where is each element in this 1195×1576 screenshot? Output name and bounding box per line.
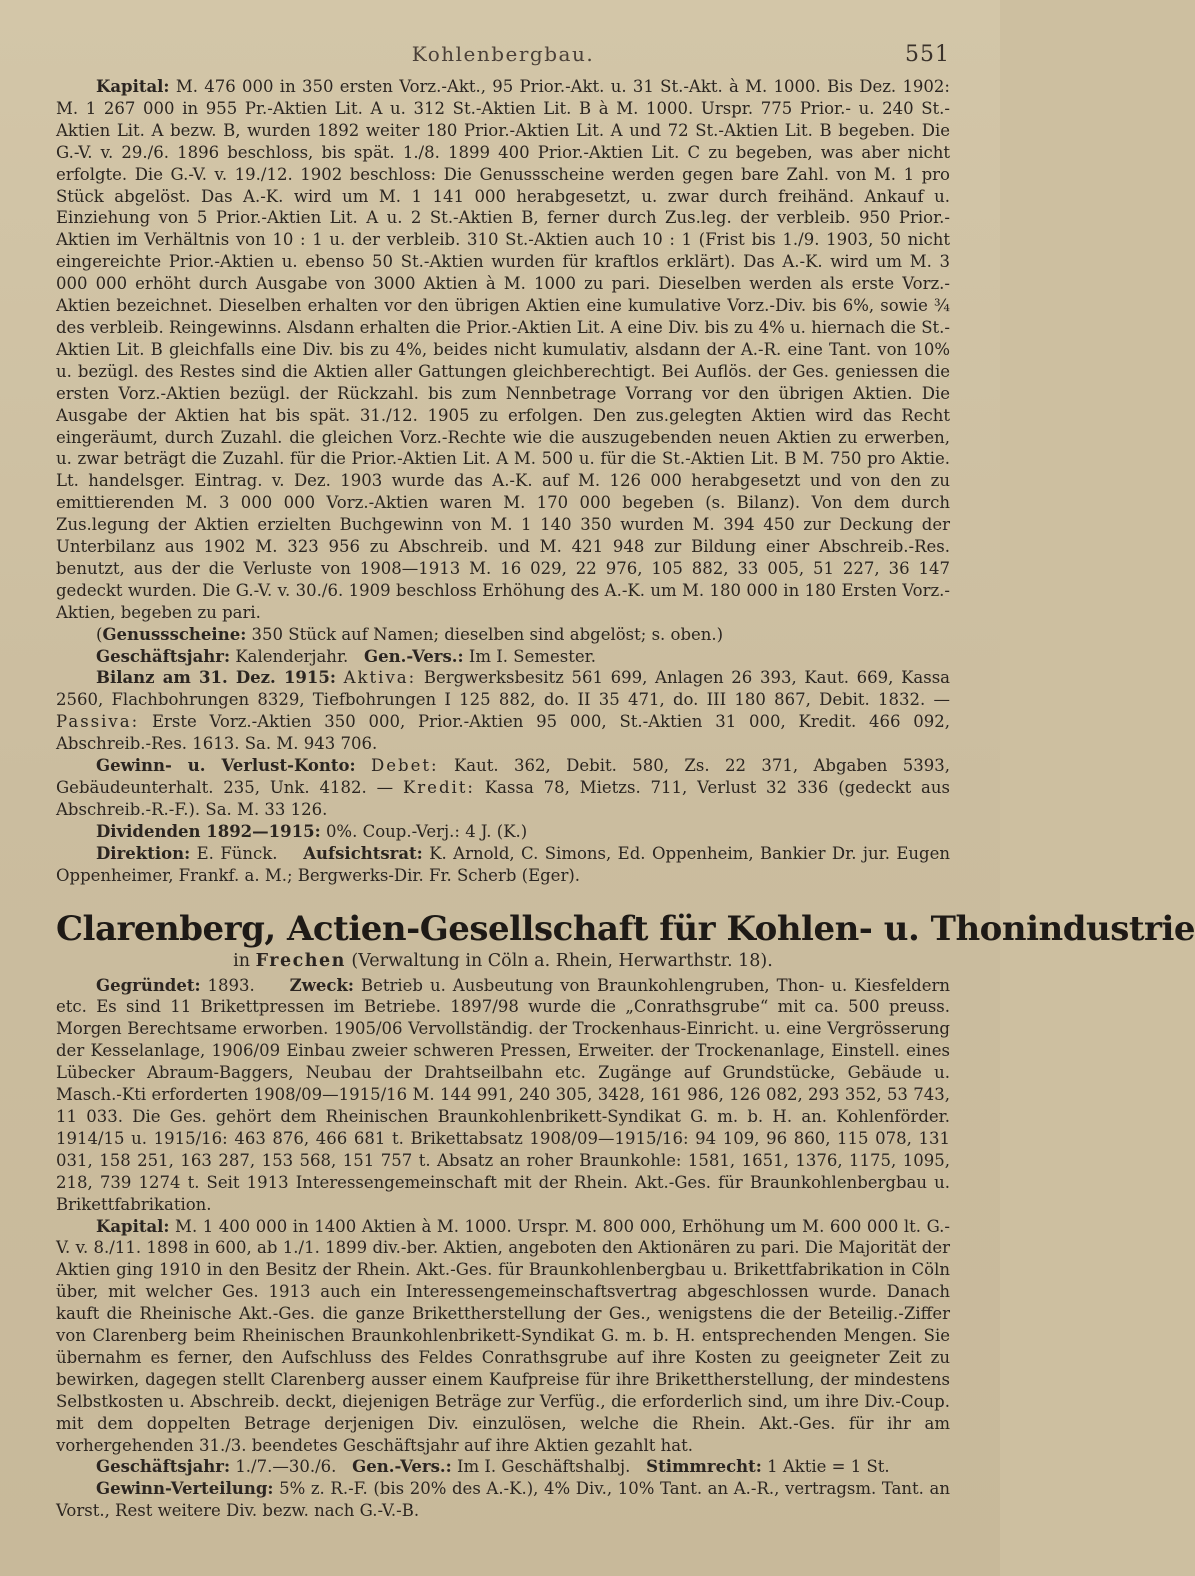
gegruendet-paragraph	[56, 975, 950, 1216]
genvers2-label: Gen.-Vers.:	[352, 1457, 452, 1477]
kredit-text: Kassa 78, Mietzs. 711, Verlust 32 336 (gedeckt aus Abschreib.-R.-F.). Sa. M. 33 126.	[56, 778, 950, 819]
dividenden-paragraph	[56, 821, 950, 843]
location-rest: (Verwaltung in Cöln a. Rhein, Herwarthstr. 18).	[351, 950, 773, 971]
kapital-text: M. 476 000 in 350 ersten Vorz.-Akt., 95 Prior.-Akt. u. 31 St.-Akt. à M. 1000. Bis Dez. 1902: M. 1 267 000 in 955 Pr.-Aktien Lit. A u. 312 St.-Aktien Lit. B à M. 1000. Urspr. 775 Prior.- u. 240 St.-Aktien Lit. A bezw. B, wurden 1892 weiter 180 Prior.-Aktien Lit. A und 72 St.-Aktien Lit. B begeben. Die G.-V. v. 29./6. 1896 beschloss, bis spät. 1./8. 1899 400 Prior.-Aktien Lit. C zu begeben, was aber nicht erfolgte. Die G.-V. v. 19./12. 1902 beschloss: Die Genussscheine werden gegen bare Zahl. von M. 1 pro Stück abgelöst. Das A.-K. wird um M. 1 141 000 herabgesetzt, u. zwar durch freihänd. Ankauf u. Einziehung von 5 Prior.-Aktien Lit. A u. 2 St.-Aktien B, ferner durch Zus.leg. der verbleib. 950 Prior.-Aktien im Verhältnis von 10 : 1 u. der verbleib. 310 St.-Aktien auch 10 : 1 (Frist bis 1./9. 1903, 50 nicht eingereichte Prior.-Aktien u. ebenso 50 St.-Aktien wurden für kraftlos erklärt). Das A.-K. wird um M. 3 000 000 erhöht durch Ausgabe von 3000 Aktien à M. 1000 zu pari. Dieselben werden als erste Vorz.-Aktien bezeichnet. Dieselben erhalten vor den übrigen Aktien eine kumulative Vorz.-Div. bis 6%, sowie ¾ des verbleib. Reingewinns. Alsdann erhalten die Prior.-Aktien Lit. A eine Div. bis zu 4% u. hiernach die St.-Aktien Lit. B gleichfalls eine Div. bis zu 4%, beides nicht kumulativ, alsdann der A.-R. eine Tant. von 10% u. bezügl. des Restes sind die Aktien aller Gattungen gleichberechtigt. Bei Auflös. der Ges. geniessen die ersten Vorz.-Aktien bezügl. der Rückzahl. bis zum Nennbetrage Vorrang vor den übrigen Aktien. Die Ausgabe der Aktien hat bis spät. 31./12. 1905 zu erfolgen. Den zus.gelegten Aktien wird das Recht eingeräumt, durch Zuzahl. die gleichen Vorz.-Rechte wie die auszugebenden neuen Aktien zu erwerben, u. zwar beträgt die Zuzahl. für die Prior.-Aktien Lit. A M. 500 u. für die St.-Aktien Lit. B M. 750 pro Aktie. Lt. handelsger. Eintrag. v. Dez. 1903 wurde das A.-K. auf M. 126 000 herabgesetzt und von den zu emittierenden M. 3 000 000 Vorz.-Aktien waren M. 170 000 begeben (s. Bilanz). Von dem durch Zus.legung der Aktien erzielten Buchgewinn von M. 1 140 350 wurden M. 394 450 zur Deckung der Unterbilanz aus 1902 M. 323 956 zu Abschreib. und M. 421 948 zur Bildung einer Abschreib.-Res. benutzt, aus der die Verluste von 1908—1913 M. 16 029, 22 976, 105 882, 33 005, 51 227, 36 147 gedeckt wurden. Die G.-V. v. 30./6. 1909 beschloss Erhöhung des A.-K. um M. 180 000 in 180 Ersten Vorz.-Aktien, begeben zu pari.	[56, 77, 950, 622]
aufsichtsrat-text: K. Arnold, C. Simons, Ed. Oppenheim, Bankier Dr. jur. Eugen Oppenheimer, Frankf. a. M.; Bergwerks-Dir. Fr. Scherb (Eger).	[56, 843, 951, 885]
zweck-label: Zweck:	[289, 975, 354, 995]
genussscheine-text: 350 Stück auf Namen; dieselben sind abgelöst; s. oben.)	[251, 624, 724, 644]
kapital2-label: Kapital:	[96, 1216, 170, 1236]
gewinnverteilung-paragraph	[56, 1478, 950, 1522]
aufsichtsrat-label: Aufsichtsrat:	[303, 843, 423, 863]
stimmrecht-label: Stimmrecht:	[646, 1457, 762, 1477]
gewinnverteilung-text: 5% z. R.-F. (bis 20% des A.-K.), 4% Div., 10% Tant. an A.-R., vertragsm. Tant. an Vorst., Rest weitere Div. bezw. nach G.-V.-B.	[56, 1479, 950, 1521]
aktiva-label: Aktiva:	[343, 668, 417, 688]
gegruendet-label: Gegründet:	[96, 975, 201, 995]
location-city: Frechen	[255, 950, 346, 971]
geschaeftsjahr-paragraph	[56, 646, 950, 668]
company-location	[56, 951, 950, 971]
passiva-text: Erste Vorz.-Aktien 350 000, Prior.-Aktien 95 000, St.-Aktien 31 000, Kredit. 466 092, Abschreib.-Res. 1613. Sa. M. 943 706.	[56, 712, 950, 754]
running-title: Kohlenbergbau.	[411, 42, 595, 66]
kapital2-text: M. 1 400 000 in 1400 Aktien à M. 1000. Urspr. M. 800 000, Erhöhung um M. 600 000 lt. G.-V. v. 8./11. 1898 in 600, ab 1./1. 1899 div.-ber. Aktien, angeboten den Aktionären zu pari. Die Majorität der Aktien ging 1910 in den Besitz der Rhein. Akt.-Ges. für Braunkohlenbergbau u. Brikettfabrikation in Cöln über, mit welcher Ges. 1913 auch ein Interessengemeinschaftsvertrag abgeschlossen wurde. Danach kauft die Rheinische Akt.-Ges. die ganze Brikettherstellung der Ges., wenigstens die der Beteilig.-Ziffer von Clarenberg beim Rheinischen Braunkohlenbrikett-Syndikat G. m. b. H. entsprechenden Mengen. Sie übernahm es ferner, den Aufschluss des Feldes Conrathsgrube auf ihre Kosten zu geeigneter Zeit zu bewirken, dagegen stellt Clarenberg ausser einem Kaufpreise für ihre Brikettherstellung, der mindestens Selbstkosten u. Abschreib. deckt, diejenigen Beträge zur Verfüg., die erforderlich sind, um ihre Div.-Coup. mit dem doppelten Betrage derjenigen Div. einzulösen, welche die Rhein. Akt.-Ges. für ihr am vorhergehenden 31./3. beendetes Geschäftsjahr auf ihre Aktien gezahlt hat.	[56, 1216, 950, 1455]
debet-text: Kaut. 362, Debit. 580, Zs. 22 371, Abgaben 5393, Gebäudeunterhalt. 235, Unk. 4182. —	[56, 756, 950, 797]
direktion-label: Direktion:	[96, 843, 191, 863]
dividenden-label: Dividenden 1892—1915:	[96, 821, 321, 841]
geschaeftsjahr2-label: Geschäftsjahr:	[96, 1457, 231, 1477]
geschaeftsjahr-text: Kalenderjahr.	[235, 646, 349, 666]
dividenden-text: 0%. Coup.-Verj.: 4 J. (K.)	[325, 821, 528, 841]
page-number: 551	[905, 42, 950, 67]
bilanz-paragraph	[56, 667, 950, 755]
debet-label: Debet:	[371, 756, 439, 776]
kapital-paragraph	[56, 76, 950, 624]
geschaeftsjahr-label: Geschäftsjahr:	[96, 646, 231, 666]
genvers-label: Gen.-Vers.:	[364, 646, 464, 666]
page-header	[56, 36, 950, 76]
geschaeftsjahr2-text: 1./7.—30./6.	[235, 1457, 337, 1477]
kredit-label: Kredit:	[402, 778, 475, 797]
genussscheine-label: Genussscheine:	[102, 624, 247, 644]
gegruendet-text: 1893.	[207, 975, 255, 995]
genvers2-text: Im I. Geschäftshalbj.	[457, 1457, 631, 1477]
passiva-label: Passiva:	[56, 712, 140, 732]
stimmrecht-text: 1 Aktie = 1 St.	[767, 1457, 890, 1477]
location-prefix: in	[233, 950, 251, 971]
gewinn-paragraph	[56, 755, 950, 821]
zweck-text: Betrieb u. Ausbeutung von Braunkohlengruben, Thon- u. Kiesfeldern etc. Es sind 11 Brikettpressen im Betriebe. 1897/98 wurde die „Conrathsgrube“ mit ca. 500 preuss. Morgen Berechtsame erworben. 1905/06 Vervollständig. der Trockenhaus-Einricht. u. eine Vergrösserung der Kesselanlage, 1906/09 Einbau zweier schweren Pressen, Erweiter. der Trockenanlage, Einstell. eines Lübecker Abraum-Baggers, Neubau der Drahtseilbahn etc. Zugänge auf Grundstücke, Gebäude u. Masch.-Kti erforderten 1908/09—1915/16 M. 144 991, 240 305, 3428, 161 986, 126 082, 293 352, 53 743, 11 033. Die Ges. gehört dem Rheinischen Braunkohlenbrikett-Syndikat G. m. b. H. an. Kohlenförder. 1914/15 u. 1915/16: 463 876, 466 681 t. Brikettabsatz 1908/09—1915/16: 94 109, 96 860, 115 078, 131 031, 158 251, 163 287, 153 568, 151 757 t. Absatz an roher Braunkohle: 1581, 1651, 1376, 1175, 1095, 218, 739 1274 t. Seit 1913 Interessengemeinschaft mit der Rhein. Akt.-Ges. für Braunkohlenbergbau u. Brikettfabrikation.	[56, 975, 951, 1214]
direktion-text: E. Fünck.	[196, 843, 278, 863]
geschaeftsjahr2-paragraph	[56, 1456, 950, 1478]
gewinn-label: Gewinn- u. Verlust-Konto:	[96, 756, 356, 776]
genussscheine-paragraph: (Genussscheine: 350 Stück auf Namen; dieselben sind abgelöst; s. oben.)	[96, 624, 724, 644]
direktion-paragraph	[56, 843, 950, 887]
genvers-text: Im I. Semester.	[468, 646, 596, 666]
bilanz-label: Bilanz am 31. Dez. 1915:	[96, 668, 336, 688]
company-heading: Clarenberg, Actien-Gesellschaft für Kohlen- u. Thonindustrie	[56, 908, 1195, 949]
gewinnverteilung-label: Gewinn-Verteilung:	[96, 1479, 274, 1499]
kapital-label: Kapital:	[96, 77, 170, 96]
kapital2-paragraph	[56, 1216, 950, 1457]
aktiva-text: Bergwerksbesitz 561 699, Anlagen 26 393, Kaut. 669, Kassa 2560, Flachbohrungen 8329, Tiefbohrungen I 125 882, do. II 35 471, do. III 180 867, Debit. 1832. —	[56, 668, 951, 710]
